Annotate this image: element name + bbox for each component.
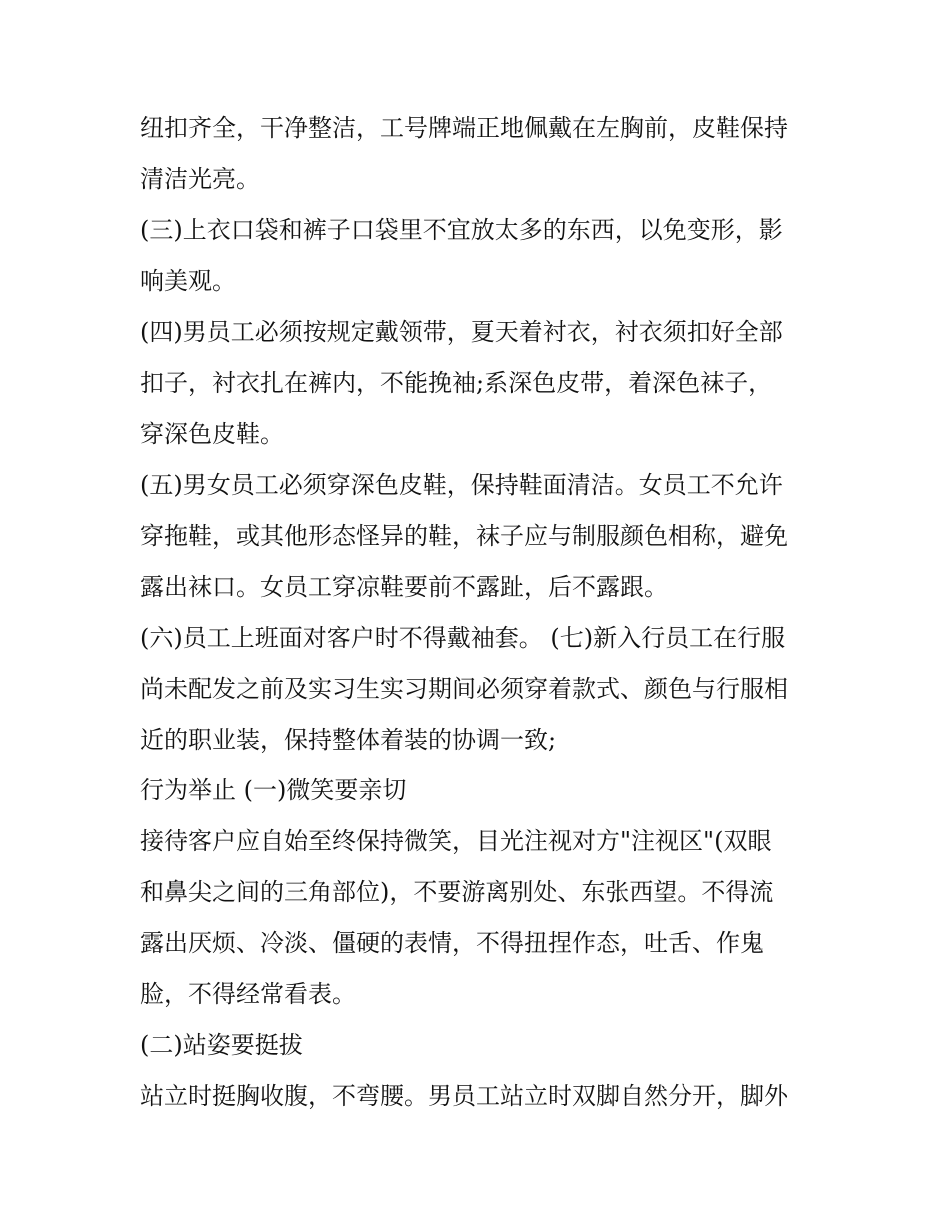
subsection-heading: (二)站姿要挺拔 bbox=[140, 1031, 303, 1059]
section-heading: 行为举止 (一)微笑要亲切 bbox=[140, 776, 407, 804]
text-line: 脸，不得经常看表。 bbox=[140, 980, 356, 1008]
text-line: (五)男女员工必须穿深色皮鞋，保持鞋面清洁。女员工不允许 bbox=[140, 471, 783, 499]
text-line: 露出袜口。女员工穿凉鞋要前不露趾，后不露跟。 bbox=[140, 573, 668, 601]
text-line: 穿深色皮鞋。 bbox=[140, 420, 284, 448]
text-line: (三)上衣口袋和裤子口袋里不宜放太多的东西，以免变形，影 bbox=[140, 216, 783, 244]
text-line: 纽扣齐全，干净整洁，工号牌端正地佩戴在左胸前，皮鞋保持 bbox=[140, 114, 788, 142]
text-line: (六)员工上班面对客户时不得戴袖套。 (七)新入行员工在行服 bbox=[140, 624, 786, 652]
text-line: 穿拖鞋，或其他形态怪异的鞋，袜子应与制服颜色相称，避免 bbox=[140, 522, 788, 550]
text-line: 露出厌烦、冷淡、僵硬的表情，不得扭捏作态，吐舌、作鬼 bbox=[140, 929, 764, 957]
text-line: 接待客户应自始至终保持微笑，目光注视对方"注视区"(双眼 bbox=[140, 827, 772, 855]
text-line: 清洁光亮。 bbox=[140, 165, 260, 193]
text-line: 站立时挺胸收腹，不弯腰。男员工站立时双脚自然分开，脚外 bbox=[140, 1082, 788, 1110]
text-line: 响美观。 bbox=[140, 267, 236, 295]
text-line: (四)男员工必须按规定戴领带，夏天着衬衣，衬衣须扣好全部 bbox=[140, 318, 783, 346]
text-line: 尚未配发之前及实习生实习期间必须穿着款式、颜色与行服相 bbox=[140, 675, 788, 703]
text-line: 近的职业装，保持整体着装的协调一致; bbox=[140, 726, 557, 754]
text-line: 扣子，衬衣扎在裤内，不能挽袖;系深色皮带，着深色袜子， bbox=[140, 369, 773, 397]
text-line: 和鼻尖之间的三角部位)，不要游离别处、东张西望。不得流 bbox=[140, 878, 774, 906]
